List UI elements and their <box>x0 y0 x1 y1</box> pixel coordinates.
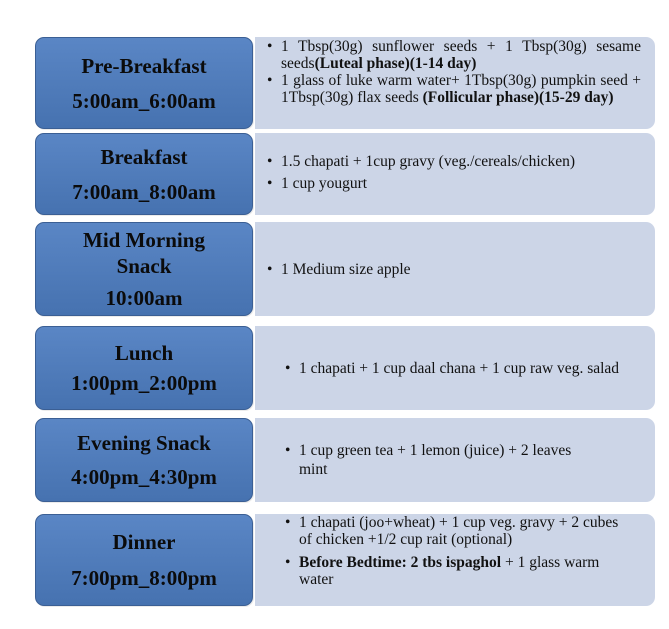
meal-time-box <box>35 326 253 410</box>
food-items-box <box>255 418 655 502</box>
meal-name: Mid Morning Snack <box>83 228 205 278</box>
meal-time: 1:00pm_2:00pm <box>71 371 217 395</box>
meal-name: Pre-Breakfast <box>81 53 207 78</box>
meal-time: 4:00pm_4:30pm <box>71 465 217 489</box>
meal-time-box <box>35 418 253 502</box>
food-item <box>281 554 625 588</box>
food-item-list <box>281 359 623 378</box>
food-item-text: 1 Medium size apple <box>281 260 411 278</box>
food-items-box <box>255 326 655 410</box>
meal-name: Breakfast <box>100 144 188 169</box>
meal-time-box <box>35 514 253 606</box>
meal-name: Evening Snack <box>77 431 211 455</box>
food-item-list <box>281 441 595 479</box>
meal-name: Dinner <box>112 530 176 554</box>
meal-time-box <box>35 133 253 215</box>
meal-time: 10:00am <box>105 286 183 310</box>
food-items-box <box>255 222 655 316</box>
food-item-text: 1 chapati + 1 cup daal chana + 1 cup raw veg. salad <box>299 359 620 377</box>
food-item-text: 1 cup green tea + 1 lemon (juice) + 2 leaves mint <box>299 442 572 478</box>
meal-name: Lunch <box>114 341 174 365</box>
food-item-text: 1 Tbsp(30g) sunflower seeds + 1 Tbsp(30g) sesame seeds <box>281 38 641 72</box>
food-item <box>263 72 641 106</box>
food-items-box <box>255 133 655 215</box>
food-item-list <box>263 38 641 106</box>
meal-time: 5:00am_6:00am <box>72 88 216 113</box>
food-item <box>281 359 623 378</box>
food-item <box>263 261 645 278</box>
food-item <box>263 173 645 195</box>
food-item <box>263 151 645 173</box>
food-item-list <box>281 514 625 588</box>
meal-time-box <box>35 222 253 316</box>
food-item-list <box>263 151 645 195</box>
food-item <box>263 38 641 72</box>
meal-time: 7:00pm_8:00pm <box>71 566 217 590</box>
food-item-text: 1 cup yougurt <box>281 175 368 192</box>
food-item-text: + 1 glass warm water <box>299 554 600 588</box>
food-item-list <box>263 261 645 278</box>
food-item-text: 1 chapati (joo+wheat) + 1 cup veg. gravy + 2 cubes of chicken +1/2 cup rait (optional) <box>299 514 619 548</box>
food-item-text: (Follicular phase)(15-29 day) <box>422 89 614 106</box>
food-item-text: 1.5 chapati + 1cup gravy (veg./cereals/chicken) <box>281 153 576 170</box>
food-item <box>281 441 595 479</box>
meal-time-box <box>35 37 253 129</box>
food-item <box>281 514 625 548</box>
food-item-text: 1 glass of luke warm water+ 1Tbsp(30g) pumpkin seed + 1Tbsp(30g) flax seeds <box>281 72 641 106</box>
food-item-text: (Luteal phase)(1-14 day) <box>314 55 477 72</box>
food-items-box <box>255 37 655 129</box>
food-item-text: Before Bedtime: 2 tbs ispaghol <box>299 554 502 571</box>
meal-time: 7:00am_8:00am <box>72 179 216 204</box>
food-items-box <box>255 514 655 606</box>
